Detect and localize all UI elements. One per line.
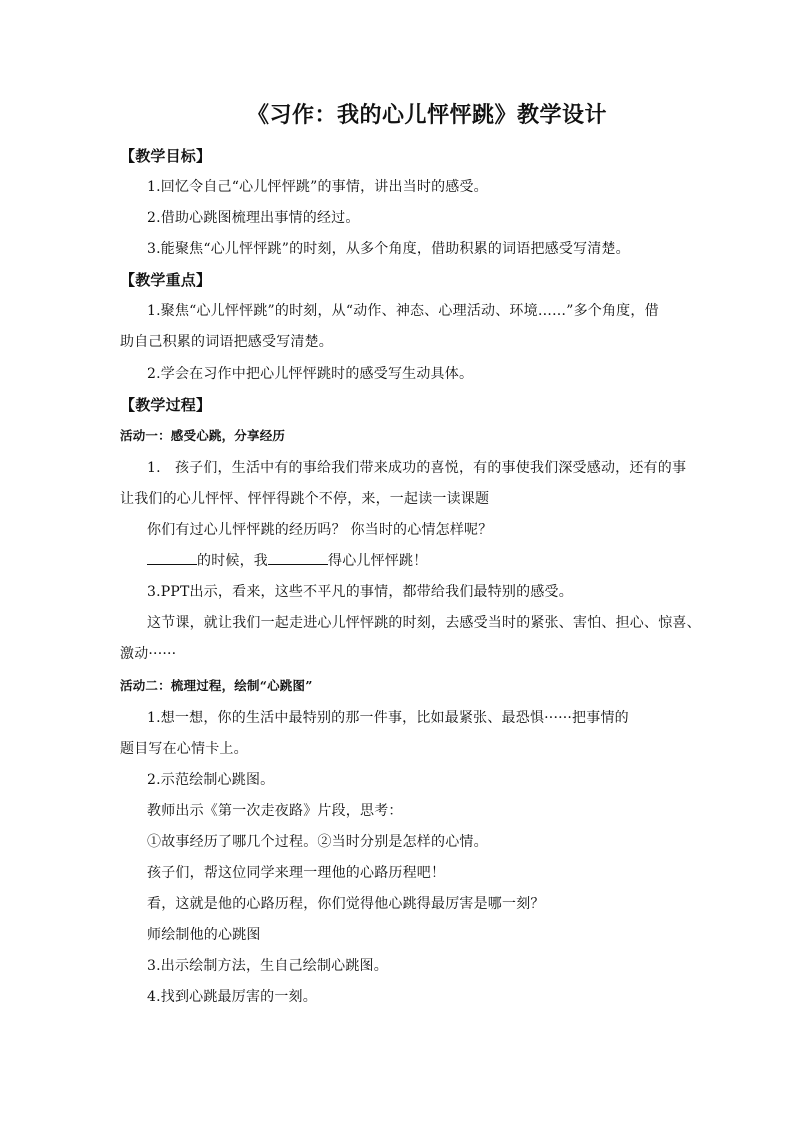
focus-heading: 【教学重点】	[120, 271, 212, 289]
goal-item-3: 3.能聚焦“心儿怦怦跳”的时刻，从多个角度，借助积累的词语把感受写清楚。	[147, 241, 630, 257]
activity-2-paragraph-1-line-2: 题目写在心情卡上。	[120, 741, 248, 757]
activity-1-title: 活动一：感受心跳，分享经历	[120, 428, 286, 443]
fill-text-1: 的时候，我	[197, 553, 268, 569]
focus-item-1-line-2: 助自己积累的词语把感受写清楚。	[120, 334, 333, 350]
activity-2-paragraph-5: 孩子们，帮这位同学来理一理他的心路历程吧！	[147, 865, 446, 881]
goal-item-1: 1.回忆令自己“心儿怦怦跳”的事情，讲出当时的感受。	[147, 179, 488, 195]
document-title: 《习作：我的心儿怦怦跳》教学设计	[246, 102, 607, 128]
fill-blank-1	[147, 550, 197, 565]
activity-2-paragraph-7: 师绘制他的心跳图	[147, 927, 261, 943]
activity-2-paragraph-8: 3.出示绘制方法，生自己绘制心跳图。	[147, 958, 388, 974]
activity-1-paragraph-4-line-2: 激动······	[120, 646, 177, 662]
goal-item-2: 2.借助心跳图梳理出事情的经过。	[147, 210, 360, 226]
goals-heading: 【教学目标】	[120, 147, 212, 165]
activity-1-paragraph-4-line-1: 这节课，就让我们一起走进心儿怦怦跳的时刻，去感受当时的紧张、害怕、担心、惊喜、	[147, 615, 701, 631]
activity-1-paragraph-1-line-2: 让我们的心儿怦怦、怦怦得跳个不停，来，一起读一读课题	[120, 491, 490, 507]
focus-item-1-line-1: 1.聚焦“心儿怦怦跳”的时刻，从“动作、神态、心理活动、环境……”多个角度，借	[147, 303, 659, 319]
activity-2-paragraph-4: ①故事经历了哪几个过程。②当时分别是怎样的心情。	[147, 834, 488, 850]
fill-blank-2	[268, 550, 328, 565]
activity-1-paragraph-3: 3.PPT出示，看来，这些不平凡的事情，都带给我们最特别的感受。	[147, 584, 573, 600]
process-heading: 【教学过程】	[120, 396, 212, 414]
activity-2-title: 活动二：梳理过程，绘制“心跳图”	[120, 678, 313, 693]
activity-1-paragraph-1-line-1: 1. 孩子们，生活中有的事给我们带来成功的喜悦，有的事使我们深受感动，还有的事	[147, 460, 687, 476]
activity-2-paragraph-2: 2.示范绘制心跳图。	[147, 772, 275, 788]
activity-2-paragraph-6: 看，这就是他的心路历程，你们觉得他心跳得最厉害是哪一刻？	[147, 896, 545, 912]
activity-1-paragraph-2: 你们有过心儿怦怦跳的经历吗？ 你当时的心情怎样呢？	[147, 522, 493, 538]
fill-text-2: 得心儿怦怦跳！	[328, 553, 428, 569]
activity-2-paragraph-3: 教师出示《第一次走夜路》片段，思考：	[147, 803, 403, 819]
activity-2-paragraph-9: 4.找到心跳最厉害的一刻。	[147, 989, 317, 1005]
activity-1-fill-in-sentence	[147, 550, 427, 570]
focus-item-2: 2.学会在习作中把心儿怦怦跳时的感受写生动具体。	[147, 366, 474, 382]
activity-2-paragraph-1-line-1: 1.想一想，你的生活中最特别的那一件事，比如最紧张、最恐惧······把事情的	[147, 710, 629, 726]
